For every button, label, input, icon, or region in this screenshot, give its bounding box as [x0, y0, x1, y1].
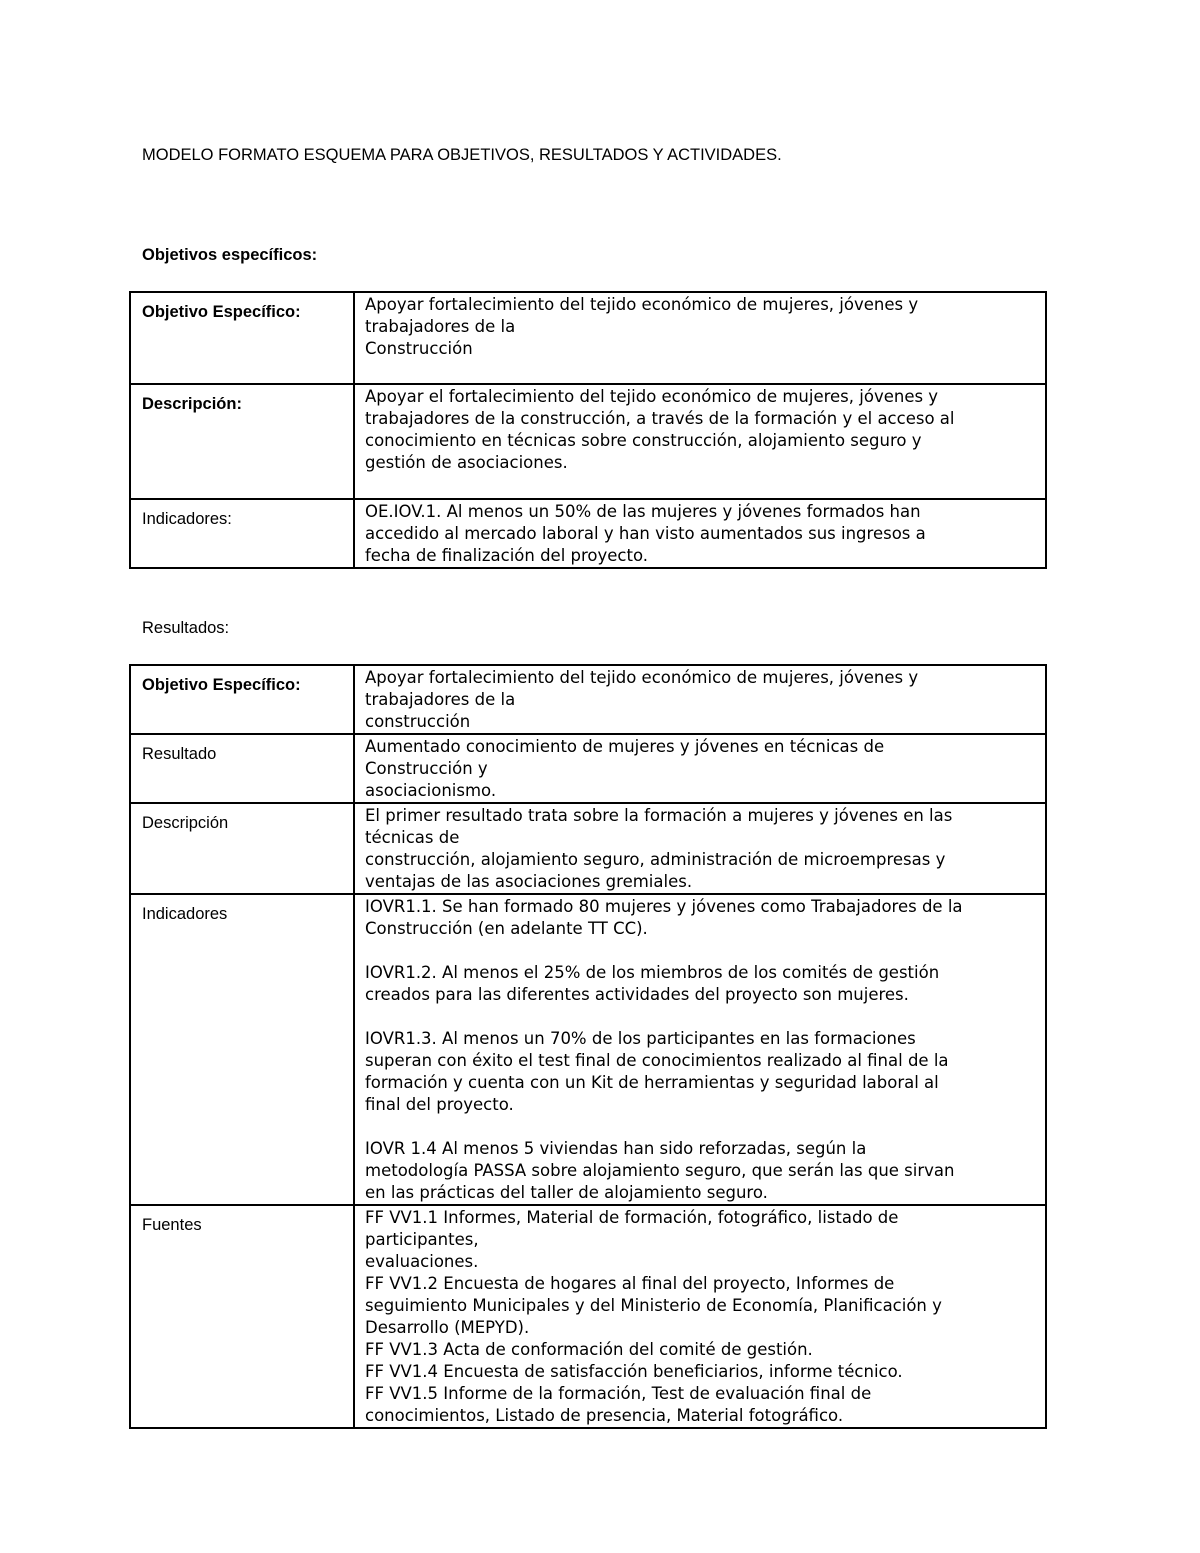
text-line: FF VV1.2 Encuesta de hogares al final del proyecto, Informes de — [365, 1274, 895, 1293]
text-line: IOVR 1.4 Al menos 5 viviendas han sido reforzadas, según la — [365, 1139, 867, 1158]
text-line: superan con éxito el test final de conocimientos realizado al final de la — [365, 1051, 949, 1070]
text-line: IOVR1.1. Se han formado 80 mujeres y jóvenes como Trabajadores de la — [365, 897, 963, 916]
text-line: Apoyar fortalecimiento del tejido económico de mujeres, jóvenes y — [365, 295, 919, 314]
text-line: asociacionismo. — [365, 781, 497, 800]
results-heading: Resultados: — [142, 619, 230, 637]
text-line: conocimiento en técnicas sobre construcción, alojamiento seguro y — [365, 431, 922, 450]
objectives-objetivo-label: Objetivo Específico: — [130, 292, 354, 384]
objectives-row-indicadores — [130, 499, 1046, 568]
results-fuentes-value — [354, 1205, 1046, 1428]
text-line: Apoyar el fortalecimiento del tejido económico de mujeres, jóvenes y — [365, 387, 939, 406]
text-line: trabajadores de la — [365, 317, 516, 336]
results-objetivo-label: Objetivo Específico: — [130, 665, 354, 734]
objectives-row-objetivo — [130, 292, 1046, 384]
results-resultado-value — [354, 734, 1046, 803]
objectives-indicadores-value — [354, 499, 1046, 568]
results-row-resultado — [130, 734, 1046, 803]
text-line: IOVR1.2. Al menos el 25% de los miembros de los comités de gestión — [365, 963, 940, 982]
text-line: El primer resultado trata sobre la formación a mujeres y jóvenes en las — [365, 806, 953, 825]
results-indicadores-value — [354, 894, 1046, 1205]
objectives-row-descripcion — [130, 384, 1046, 499]
text-line: trabajadores de la — [365, 690, 516, 709]
text-line: fecha de finalización del proyecto. — [365, 546, 649, 565]
text-line: formación y cuenta con un Kit de herramientas y seguridad laboral al — [365, 1073, 939, 1092]
text-line: IOVR1.3. Al menos un 70% de los participantes en las formaciones — [365, 1029, 916, 1048]
text-line: construcción, alojamiento seguro, administración de microempresas y — [365, 850, 946, 869]
objectives-descripcion-label: Descripción: — [130, 384, 354, 499]
text-line: Apoyar fortalecimiento del tejido económico de mujeres, jóvenes y — [365, 668, 919, 687]
results-row-descripcion — [130, 803, 1046, 894]
results-objetivo-value — [354, 665, 1046, 734]
text-line: técnicas de — [365, 828, 460, 847]
text-line: creados para las diferentes actividades del proyecto son mujeres. — [365, 985, 909, 1004]
text-line: en las prácticas del taller de alojamiento seguro. — [365, 1183, 768, 1202]
paragraph-gap — [365, 1116, 1035, 1138]
results-table — [129, 664, 1047, 1429]
text-line: FF VV1.3 Acta de conformación del comité de gestión. — [365, 1340, 813, 1359]
text-line: trabajadores de la construcción, a través de la formación y el acceso al — [365, 409, 955, 428]
text-line: conocimientos, Listado de presencia, Material fotográfico. — [365, 1406, 844, 1425]
text-line: seguimiento Municipales y del Ministerio de Economía, Planificación y — [365, 1296, 942, 1315]
results-row-fuentes — [130, 1205, 1046, 1428]
text-line: Construcción (en adelante TT CC). — [365, 919, 648, 938]
text-line: evaluaciones. — [365, 1252, 479, 1271]
results-descripcion-label: Descripción — [130, 803, 354, 894]
document-title: MODELO FORMATO ESQUEMA PARA OBJETIVOS, RESULTADOS Y ACTIVIDADES. — [142, 146, 782, 164]
text-line: final del proyecto. — [365, 1095, 514, 1114]
objectives-table — [129, 291, 1047, 569]
text-line: FF VV1.4 Encuesta de satisfacción beneficiarios, informe técnico. — [365, 1362, 903, 1381]
text-line: accedido al mercado laboral y han visto aumentados sus ingresos a — [365, 524, 926, 543]
results-indicadores-label: Indicadores — [130, 894, 354, 1205]
results-descripcion-value — [354, 803, 1046, 894]
text-line: Construcción y — [365, 759, 488, 778]
text-line: participantes, — [365, 1230, 479, 1249]
text-line: FF VV1.1 Informes, Material de formación, fotográfico, listado de — [365, 1208, 899, 1227]
text-line: ventajas de las asociaciones gremiales. — [365, 872, 693, 891]
text-line: metodología PASSA sobre alojamiento seguro, que serán las que sirvan — [365, 1161, 955, 1180]
results-row-indicadores — [130, 894, 1046, 1205]
results-resultado-label: Resultado — [130, 734, 354, 803]
text-line: Desarrollo (MEPYD). — [365, 1318, 530, 1337]
objectives-descripcion-value — [354, 384, 1046, 499]
text-line: construcción — [365, 712, 471, 731]
text-line: FF VV1.5 Informe de la formación, Test de evaluación final de — [365, 1384, 872, 1403]
results-row-objetivo — [130, 665, 1046, 734]
objectives-objetivo-value — [354, 292, 1046, 384]
text-line: Construcción — [365, 339, 473, 358]
objectives-indicadores-label: Indicadores: — [130, 499, 354, 568]
paragraph-gap — [365, 1006, 1035, 1028]
text-line: gestión de asociaciones. — [365, 453, 568, 472]
paragraph-gap — [365, 940, 1035, 962]
text-line: OE.IOV.1. Al menos un 50% de las mujeres y jóvenes formados han — [365, 502, 921, 521]
results-fuentes-label: Fuentes — [130, 1205, 354, 1428]
text-line: Aumentado conocimiento de mujeres y jóvenes en técnicas de — [365, 737, 885, 756]
objectives-heading: Objetivos específicos: — [142, 246, 318, 264]
